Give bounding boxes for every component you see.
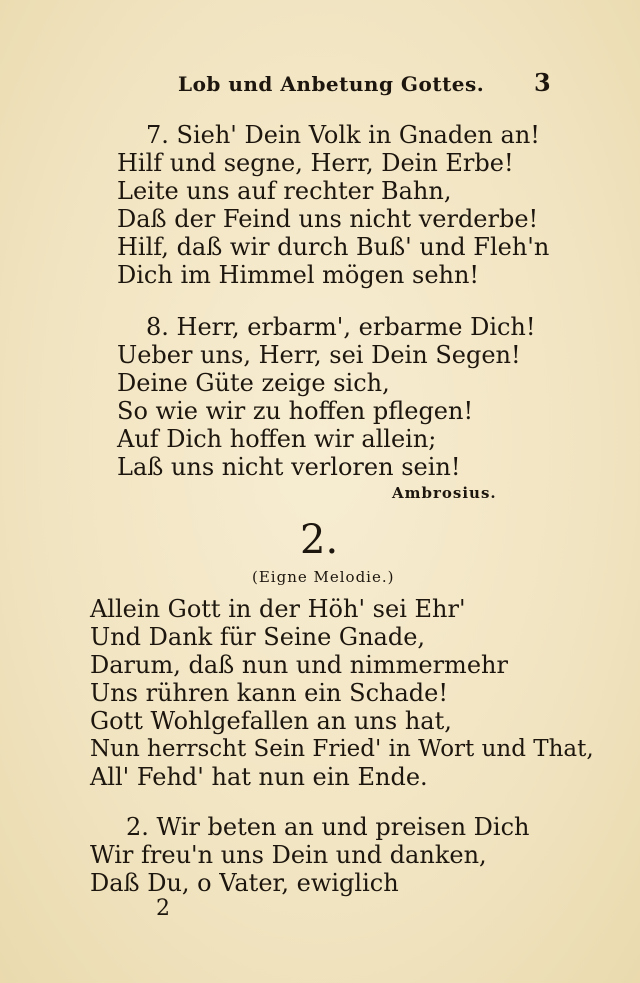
hymn2-stanza1-line-6: Nun herrscht Sein Fried' in Wort und That, bbox=[90, 736, 594, 762]
running-head bbox=[0, 68, 640, 102]
hymn2-stanza1-line-7: All' Fehd' hat nun ein Ende. bbox=[90, 763, 428, 791]
page-number: 3 bbox=[534, 68, 551, 97]
hymn2-stanza2-line-2: Wir freu'n uns Dein und danken, bbox=[90, 841, 487, 869]
hymn2-stanza1-line-2: Und Dank für Seine Gnade, bbox=[90, 623, 426, 651]
hymn2-stanza1-line-4: Uns rühren kann ein Schade! bbox=[90, 679, 448, 707]
stanza8-line-5: Auf Dich hoffen wir allein; bbox=[117, 425, 437, 453]
melody-note: (Eigne Melodie.) bbox=[252, 568, 395, 586]
stanza7-line-4: Daß der Feind uns nicht verderbe! bbox=[117, 205, 539, 233]
running-title: Lob und Anbetung Gottes. bbox=[178, 72, 485, 96]
signature-mark: 2 bbox=[156, 896, 170, 921]
hymn-number: 2. bbox=[300, 517, 339, 563]
stanza8-line-1: 8. Herr, erbarm', erbarme Dich! bbox=[146, 313, 536, 341]
stanza7-line-1: 7. Sieh' Dein Volk in Gnaden an! bbox=[146, 121, 540, 149]
stanza7-line-5: Hilf, daß wir durch Buß' und Fleh'n bbox=[117, 233, 550, 261]
stanza7-line-6: Dich im Himmel mögen sehn! bbox=[117, 261, 480, 289]
stanza8-line-3: Deine Güte zeige sich, bbox=[117, 369, 390, 397]
stanza8-line-2: Ueber uns, Herr, sei Dein Segen! bbox=[117, 341, 521, 369]
hymn2-stanza1-line-3: Darum, daß nun und nimmermehr bbox=[90, 651, 508, 679]
hymn2-stanza1-line-5: Gott Wohlgefallen an uns hat, bbox=[90, 707, 452, 735]
stanza8-line-6: Laß uns nicht verloren sein! bbox=[117, 453, 461, 481]
author-attribution: Ambrosius. bbox=[392, 484, 497, 502]
stanza7-line-2: Hilf und segne, Herr, Dein Erbe! bbox=[117, 149, 514, 177]
hymn2-stanza1-line-1: Allein Gott in der Höh' sei Ehr' bbox=[90, 595, 466, 623]
hymn2-stanza2-line-1: 2. Wir beten an und preisen Dich bbox=[126, 813, 530, 841]
stanza8-line-4: So wie wir zu hoffen pflegen! bbox=[117, 397, 474, 425]
hymn2-stanza2-line-3: Daß Du, o Vater, ewiglich bbox=[90, 869, 399, 897]
stanza7-line-3: Leite uns auf rechter Bahn, bbox=[117, 177, 452, 205]
